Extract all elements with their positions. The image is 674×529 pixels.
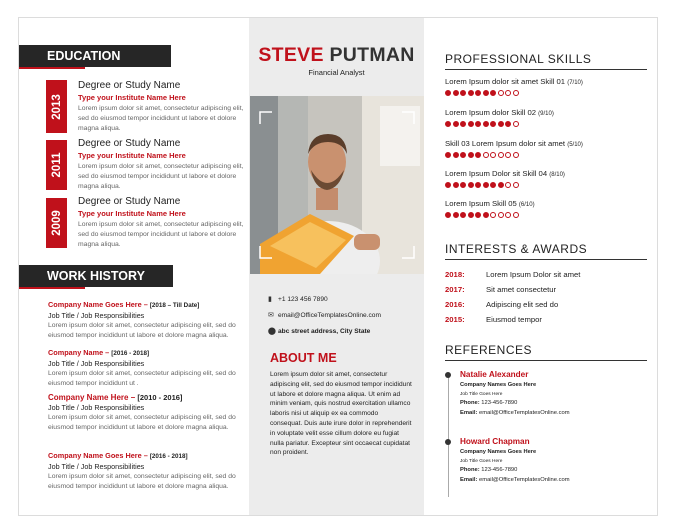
- rating-dot-empty: [513, 121, 519, 127]
- reference-bullet: [445, 372, 451, 378]
- rating-dot-filled: [445, 90, 451, 96]
- education-text: [78, 138, 248, 191]
- contact-email: ✉ email@OfficeTemplatesOnline.com: [268, 312, 381, 319]
- rating-dot-empty: [498, 90, 504, 96]
- rating-dot-filled: [460, 212, 466, 218]
- education-item: [46, 80, 246, 134]
- institute-name: Type your Institute Name Here: [78, 209, 186, 218]
- rating-dot-filled: [490, 90, 496, 96]
- rating-dot-filled: [483, 182, 489, 188]
- full-name: [249, 44, 424, 67]
- job-company-line: Company Name Goes Here – [2018 – Till Date]: [48, 300, 200, 309]
- rating-dot-filled: [490, 182, 496, 188]
- job-title: Job Title / Job Responsibilities: [48, 462, 145, 471]
- reference-phone: Phone: 123-456-7890: [460, 400, 518, 406]
- skills-rule: [445, 69, 647, 70]
- rating-dot-filled: [468, 121, 474, 127]
- award-item: 2016: Adipiscing elit sed do: [445, 300, 559, 309]
- rating-dot-filled: [460, 90, 466, 96]
- email-icon: ✉: [268, 312, 274, 319]
- rating-dot-empty: [505, 182, 511, 188]
- rating-dot-empty: [498, 152, 504, 158]
- skill-item: [445, 77, 655, 98]
- education-heading: [19, 45, 171, 67]
- contact-address: ⬤ abc street address, City State: [268, 328, 371, 335]
- rating-dot-filled: [453, 90, 459, 96]
- job-entry: [48, 347, 248, 389]
- rating-dot-empty: [513, 90, 519, 96]
- rating-dot-filled: [468, 212, 474, 218]
- education-description: Lorem ipsum dolor sit amet, consectetur adipiscing elit, sed do eiusmod tempor incididunt ut labore et dolore magna aliqua.: [78, 221, 244, 248]
- education-heading-text: EDUCATION: [47, 49, 121, 63]
- rating-dot-filled: [468, 152, 474, 158]
- photo-frame-corners: [250, 96, 424, 274]
- reference-bullet: [445, 439, 451, 445]
- skill-rating: [445, 90, 655, 98]
- rating-dot-empty: [505, 212, 511, 218]
- rating-dot-empty: [513, 212, 519, 218]
- education-description: Lorem ipsum dolor sit amet, consectetur adipiscing elit, sed do eiusmod tempor incididunt ut labore et dolore magna aliqua.: [78, 163, 244, 190]
- year-tab: 2011: [46, 140, 67, 190]
- rating-dot-filled: [475, 121, 481, 127]
- degree-name: Degree or Study Name: [78, 138, 181, 149]
- awards-heading: INTERESTS & AWARDS: [445, 242, 588, 256]
- job-description: Lorem ipsum dolor sit amet, consectetur adipiscing elit, sed do eiusmod tempor incididunt ut labore et dolore magna aliqua.: [48, 322, 236, 339]
- awards-rule: [445, 259, 647, 260]
- education-description: Lorem ipsum dolor sit amet, consectetur adipiscing elit, sed do eiusmod tempor incididunt ut labore et dolore magna aliqua.: [78, 105, 244, 132]
- education-item: [46, 196, 246, 250]
- reference-job-title: Job Title Goes Here: [460, 459, 503, 464]
- last-name: PUTMAN: [329, 44, 415, 66]
- job-description: Lorem ipsum dolor sit amet, consectetur adipiscing elit, sed do eiusmod tempor incididunt ut labore et dolore magna aliqua.: [48, 473, 236, 490]
- rating-dot-filled: [468, 90, 474, 96]
- reference-name: Natalie Alexander: [460, 370, 529, 379]
- reference-company: Company Names Goes Here: [460, 382, 537, 388]
- rating-dot-filled: [483, 121, 489, 127]
- skill-item: [445, 108, 655, 129]
- rating-dot-filled: [475, 182, 481, 188]
- degree-name: Degree or Study Name: [78, 80, 181, 91]
- rating-dot-empty: [505, 90, 511, 96]
- rating-dot-filled: [453, 212, 459, 218]
- rating-dot-empty: [490, 212, 496, 218]
- references-heading: REFERENCES: [445, 343, 533, 357]
- reference-email: Email: email@OfficeTemplatesOnline.com: [460, 409, 570, 416]
- reference-email: Email: email@OfficeTemplatesOnline.com: [460, 476, 570, 483]
- rating-dot-filled: [475, 152, 481, 158]
- skill-label: Lorem Ipsum dolor sit amet Skill 01 (7/10): [445, 77, 583, 86]
- rating-dot-empty: [483, 152, 489, 158]
- job-role: Financial Analyst: [308, 68, 365, 77]
- rating-dot-filled: [475, 90, 481, 96]
- skill-rating: [445, 121, 655, 129]
- rating-dot-empty: [513, 182, 519, 188]
- skill-rating: [445, 212, 655, 220]
- job-title: Job Title / Job Responsibilities: [48, 359, 145, 368]
- rating-dot-filled: [490, 121, 496, 127]
- skill-item: [445, 199, 655, 220]
- job-entry: [48, 299, 248, 341]
- phone-icon: ▮: [268, 296, 272, 303]
- rating-dot-empty: [498, 212, 504, 218]
- rating-dot-filled: [445, 182, 451, 188]
- job-description: Lorem ipsum dolor sit amet, consectetur adipiscing elit, sed do eiusmod tempor incididunt ut labore et dolore magna aliqua.: [48, 414, 236, 431]
- references-timeline: [448, 375, 449, 497]
- work-heading-text: WORK HISTORY: [47, 269, 145, 283]
- job-description: Lorem ipsum dolor sit amet, consectetur adipiscing elit, sed do eiusmod tempor incididunt ut .: [48, 370, 236, 387]
- reference-company: Company Names Goes Here: [460, 449, 537, 455]
- rating-dot-empty: [505, 152, 511, 158]
- rating-dot-filled: [445, 152, 451, 158]
- skill-label: Lorem Ipsum dolor Skill 02 (9/10): [445, 108, 554, 117]
- rating-dot-filled: [475, 212, 481, 218]
- institute-name: Type your Institute Name Here: [78, 151, 186, 160]
- skill-item: [445, 139, 655, 160]
- skill-item: [445, 169, 655, 190]
- skill-label: Skill 03 Lorem Ipsum dolor sit amet (5/10): [445, 139, 583, 148]
- about-text: Lorem ipsum dolor sit amet, consectetur adipiscing elit, sed do eiusmod tempor incididunt ut labore et dolore magna aliqua. Ut enim ad minim veniam, quis nostrud exercitation ullamco laboris nisi ut aliquip ex ea commodo consequat. Duis aute irure dolor in reprehenderit in voluptate velit esse cillum dolore eu fugiat nulla pariatur. Excepteur sint occaecat cupidatat non proident.: [270, 371, 412, 457]
- year-tab: 2013: [46, 80, 67, 133]
- rating-dot-filled: [505, 121, 511, 127]
- reference-name: Howard Chapman: [460, 437, 530, 446]
- job-company-line: Company Name – [2016 - 2018]: [48, 348, 150, 357]
- award-item: 2015: Eiusmod tempor: [445, 315, 542, 324]
- location-pin-icon: ⬤: [268, 328, 276, 335]
- rating-dot-filled: [460, 182, 466, 188]
- rating-dot-filled: [460, 121, 466, 127]
- right-column: [424, 18, 657, 515]
- job-entry: [48, 392, 248, 433]
- skill-label: Lorem Ipsum Skill 05 (6/10): [445, 199, 535, 208]
- skill-rating: [445, 152, 655, 160]
- job-company-line: Company Name Here – [2010 - 2016]: [48, 393, 183, 402]
- rating-dot-filled: [498, 121, 504, 127]
- work-history-heading: [19, 265, 173, 287]
- resume-page: [18, 17, 658, 516]
- left-column: [19, 18, 249, 515]
- reference-item: [460, 436, 650, 485]
- rating-dot-filled: [483, 90, 489, 96]
- heading-accent-bar: [19, 67, 85, 69]
- middle-column: [249, 18, 424, 515]
- year-tab: 2009: [46, 198, 67, 248]
- rating-dot-filled: [453, 121, 459, 127]
- reference-phone: Phone: 123-456-7890: [460, 467, 518, 473]
- rating-dot-filled: [445, 212, 451, 218]
- job-company-line: Company Name Goes Here – [2016 - 2018]: [48, 451, 188, 460]
- rating-dot-filled: [498, 182, 504, 188]
- rating-dot-filled: [460, 152, 466, 158]
- job-title: Job Title / Job Responsibilities: [48, 403, 145, 412]
- rating-dot-empty: [490, 152, 496, 158]
- rating-dot-filled: [453, 182, 459, 188]
- rating-dot-empty: [513, 152, 519, 158]
- contact-phone: ▮ +1 123 456 7890: [268, 296, 328, 303]
- rating-dot-filled: [468, 182, 474, 188]
- education-text: [78, 196, 248, 249]
- degree-name: Degree or Study Name: [78, 196, 181, 207]
- first-name: STEVE: [258, 44, 324, 66]
- job-title: Job Title / Job Responsibilities: [48, 311, 145, 320]
- rating-dot-filled: [453, 152, 459, 158]
- skills-heading: PROFESSIONAL SKILLS: [445, 52, 592, 66]
- skill-rating: [445, 182, 655, 190]
- reference-item: [460, 369, 650, 418]
- about-heading: ABOUT ME: [270, 351, 337, 365]
- heading-accent-bar: [19, 287, 85, 289]
- institute-name: Type your Institute Name Here: [78, 93, 186, 102]
- education-item: [46, 138, 246, 192]
- skill-label: Lorem Ipsum Dolor sit Skill 04 (8/10): [445, 169, 565, 178]
- reference-job-title: Job Title Goes Here: [460, 392, 503, 397]
- award-item: 2018: Lorem Ipsum Dolor sit amet: [445, 270, 581, 279]
- award-item: 2017: Sit amet consectetur: [445, 285, 557, 294]
- rating-dot-filled: [483, 212, 489, 218]
- job-entry: [48, 450, 248, 492]
- references-rule: [445, 360, 647, 361]
- profile-photo: [250, 96, 424, 274]
- education-text: [78, 80, 248, 133]
- rating-dot-filled: [445, 121, 451, 127]
